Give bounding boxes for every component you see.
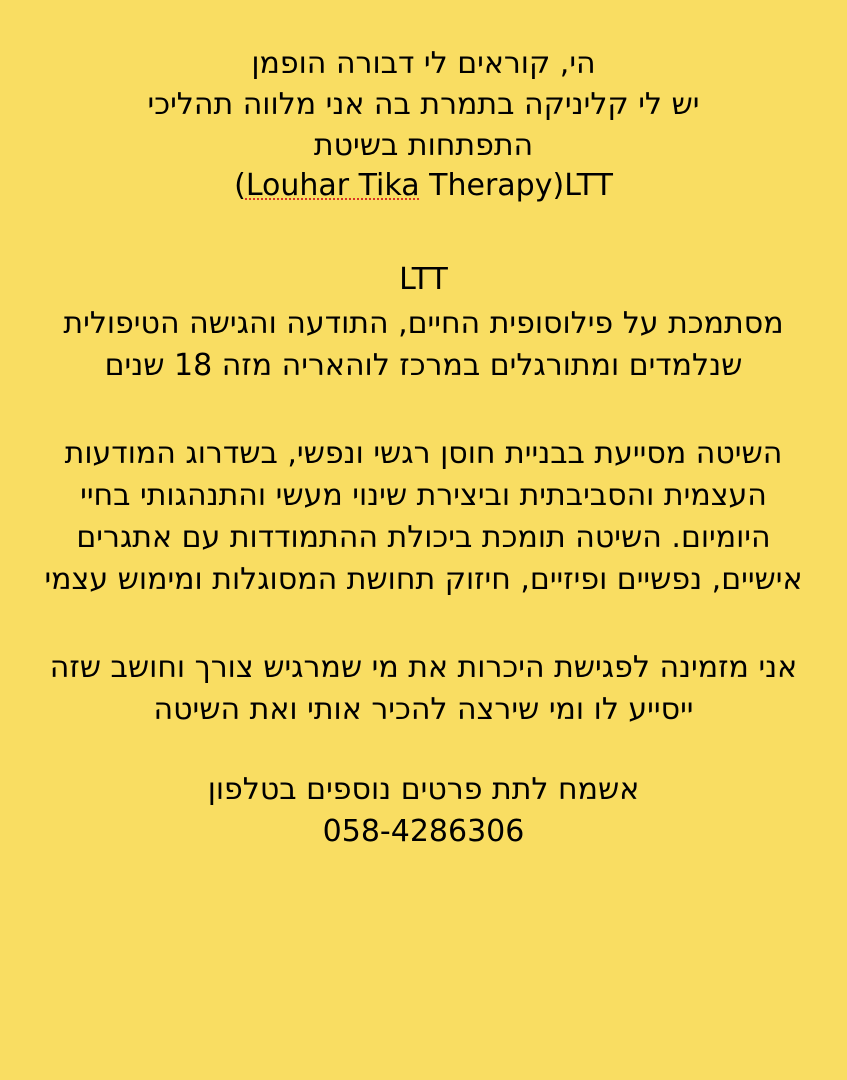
intro-line-1: הי, קוראים לי דבורה הופמן	[251, 46, 596, 81]
method-paragraph: השיטה מסייעת בבניית חוסן רגשי ונפשי, בשדרוג המודעות העצמית והסביבתית וביצירת שינוי מעשי והתנהגותי בחיי היומיום. השיטה תומכת ביכולת ההתמודדות עם אתגרים אישיים, נפשיים ופיזיים, חיזוק תחושת המסוגלות ומימוש עצמי	[44, 435, 803, 597]
ltt-heading: LTT	[399, 262, 448, 298]
intro-paragraph	[34, 44, 813, 207]
phone-number: 058-4286306	[322, 814, 525, 850]
method-abbreviation: LTT	[564, 168, 613, 204]
contact-section	[34, 769, 813, 854]
paren-open: (	[234, 168, 246, 204]
ltt-paragraph: מסתמכת על פילוסופית החיים, התודעה והגישה הטיפולית שנלמדים ומתורגלים במרכז לוהאריה מזה 18 שנים	[63, 305, 784, 383]
intro-line-3: התפתחות בשיטת	[313, 127, 534, 163]
method-full-name	[234, 166, 564, 207]
paren-close: )	[552, 168, 565, 204]
spellcheck-flagged-text: Louhar Tika	[245, 168, 420, 204]
intro-line-2: יש לי קליניקה בתמרת בה אני מלווה תהליכי	[147, 86, 700, 122]
invitation-paragraph: אני מזמינה לפגישת היכרות את מי שמרגיש צורך וחושב שזה ייסייע לו ומי שירצה להכיר אותי ואת השיטה	[49, 649, 798, 727]
method-therapy-word: Therapy	[419, 168, 553, 204]
contact-line: אשמח לתת פרטים נוספים בטלפון	[207, 771, 640, 807]
intro-line-4	[34, 166, 813, 207]
ltt-section	[34, 259, 813, 387]
